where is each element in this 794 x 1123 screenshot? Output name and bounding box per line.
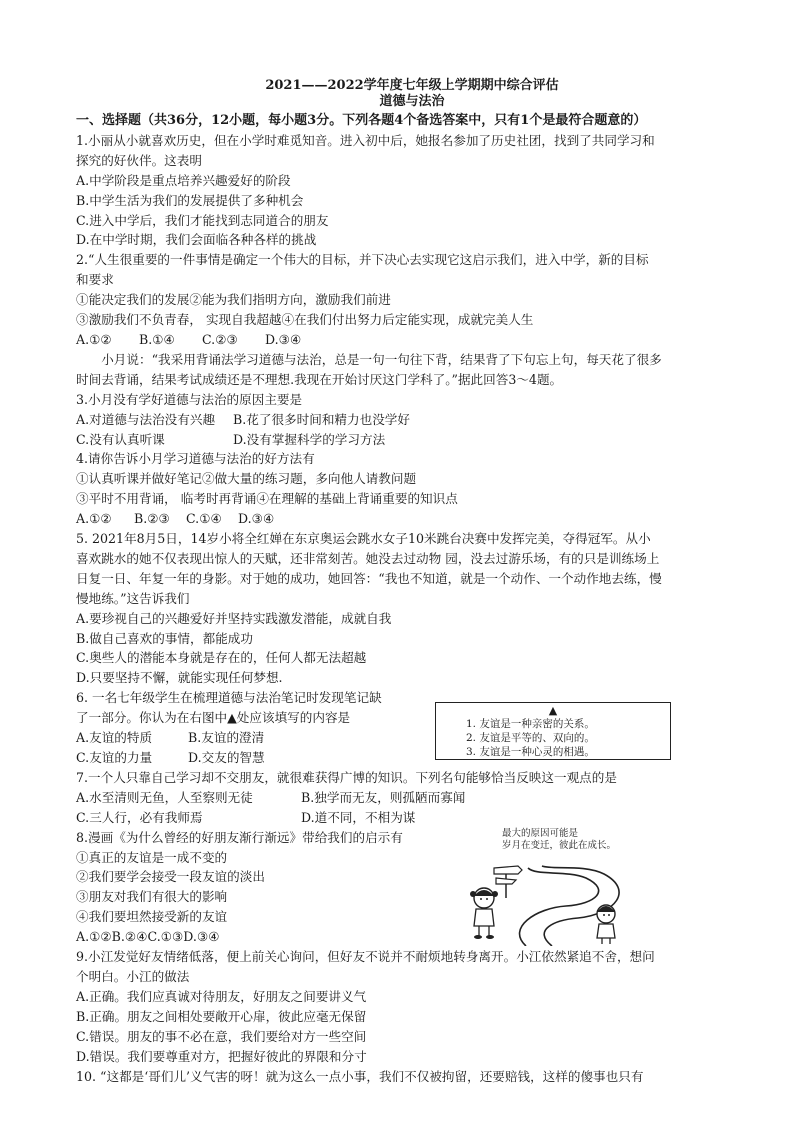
q8-statement-4: ④我们要坦然接受新的友谊 — [76, 909, 228, 925]
question-10 — [76, 1067, 748, 1087]
q1-option-b: B.中学生活为我们的发展提供了多种机会 — [76, 192, 304, 208]
q2-stem-line-2: 和要求 — [76, 272, 114, 288]
section-heading: 一、选择题（共36分，12小题，每小题3分。下列各题4个备选答案中，只有1个是最符合题意的） — [76, 113, 647, 128]
q4-option-b: B.②③ — [134, 511, 170, 527]
girl-left-figure — [470, 888, 498, 939]
q1-option-d: D.在中学时期，我们会面临各种各样的挑战 — [76, 232, 317, 248]
q3-options-ab — [76, 410, 748, 430]
q4-options — [76, 509, 748, 529]
q10-stem-line-1: 10. “这都是‘哥们儿’义气害的呀！就为这么一点小事，我们不仅被拘留，还要赔钱，这样的傻事也只有 — [76, 1068, 644, 1084]
q8-options: A.①②B.②④C.①③D.③④ — [76, 929, 220, 945]
q3-stem: 3.小月没有学好道德与法治的原因主要是 — [76, 391, 303, 407]
q5-stem-line-2: 喜欢跳水的她不仅表现出惊人的天赋，还非常刻苦。她没去过动物 园，没去过游乐场，有的只是训练场上 — [76, 550, 660, 566]
question-2 — [76, 250, 748, 350]
q1-option-c: C.进入中学后，我们才能找到志同道合的朋友 — [76, 212, 329, 228]
q2-stem-line-1: 2.“人生很重要的一件事情是确定一个伟大的目标，并下决心去实现它这启示我们，进入中学，新的目标 — [76, 252, 649, 268]
q8-statement-3: ③朋友对我们有很大的影响 — [76, 889, 228, 905]
q5-stem-line-3: 日复一日、年复一年的身影。对于她的成功，她回答：“我也不知道，就是一个动作、一个动作地去练，慢 — [76, 570, 662, 586]
question-4 — [76, 449, 748, 529]
q9-option-d: D.错误。我们要尊重对方，把握好彼此的界限和分寸 — [76, 1048, 367, 1064]
q4-option-a: A.①② — [76, 511, 112, 527]
material-3-4 — [76, 350, 748, 390]
q4-option-c: C.①④ — [186, 511, 222, 527]
q2-statement-1: ①能决定我们的发展②能为我们指明方向，激励我们前进 — [76, 292, 391, 308]
exam-title: 2021——2022学年度七年级上学期期中综合评估 — [265, 78, 559, 93]
friendship-cartoon — [466, 828, 636, 946]
notes-item-3: 3. 友谊是一种心灵的相遇。 — [466, 746, 595, 759]
cartoon-caption-line-1: 最大的原因可能是 — [502, 827, 579, 839]
q8-statement-1: ①真正的友谊是一成不变的 — [76, 849, 228, 865]
q4-statement-1: ①认真听课并做好笔记②做大量的练习题，多向他人请教问题 — [76, 471, 417, 487]
q3-option-a: A.对道德与法治没有兴趣 — [76, 411, 216, 427]
q9-option-b: B.正确。朋友之间相处要敞开心扉，彼此应毫无保留 — [76, 1008, 367, 1024]
question-3 — [76, 390, 748, 450]
q8-stem: 8.漫画《为什么曾经的好朋友渐行渐远》带给我们的启示有 — [76, 829, 403, 845]
q6-option-d: D.交友的智慧 — [188, 750, 265, 765]
q7-option-a: A.水至清则无鱼，人至察则无徒 — [76, 789, 253, 805]
q2-options — [76, 330, 748, 350]
friendship-notes-box — [435, 702, 671, 760]
q4-statement-2: ③平时不用背诵， 临考时再背诵④在理解的基础上背诵重要的知识点 — [76, 491, 458, 507]
notes-item-2: 2. 友谊是平等的、双向的。 — [466, 732, 595, 745]
q1-option-a: A.中学阶段是重点培养兴趣爱好的阶段 — [76, 172, 291, 188]
q3-option-b: B.花了很多时间和精力也没学好 — [233, 411, 410, 427]
q2-option-d: D.③④ — [265, 331, 302, 347]
question-7 — [76, 768, 748, 828]
notes-item-1: 1. 友谊是一种亲密的关系。 — [466, 718, 595, 731]
q2-option-c: C.②③ — [202, 331, 238, 347]
q7-stem: 7.一个人只靠自己学习却不交朋友，就很难获得广博的知识。下列名句能够恰当反映这一观点的是 — [76, 769, 617, 785]
q4-option-d: D.③④ — [238, 511, 275, 527]
cartoon-caption-line-2: 岁月在变迁，彼此在成长。 — [502, 839, 617, 851]
q2-statement-2: ③激励我们不负青春， 实现自我超越④在我们付出努力后定能实现，成就完美人生 — [76, 312, 534, 328]
q7-option-b: B.独学而无友，则孤陋而寡闻 — [301, 789, 466, 805]
q6-option-a: A.友谊的特质 — [76, 730, 153, 746]
q8-statement-2: ②我们要学会接受一段友谊的淡出 — [76, 869, 265, 885]
q6-option-b: B.友谊的澄清 — [188, 730, 265, 746]
material-line-2: 时间去背诵，结果考试成绩还是不理想.我现在开始讨厌这门学科了。”据此回答3～4题。 — [76, 371, 563, 387]
q4-stem: 4.请你告诉小月学习道德与法治的好方法有 — [76, 451, 315, 467]
q1-stem-line-1: 1.小丽从小就喜欢历史，但在小学时难觅知音。进入初中后，她报名参加了历史社团，找到了共同学习和 — [76, 132, 655, 148]
q6-option-c: C.友谊的力量 — [76, 750, 153, 765]
q9-stem-line-1: 9.小江发觉好友情绪低落，便上前关心询问，但好友不说并不耐烦地转身离开。小江依然紧追不舍，想问 — [76, 949, 655, 965]
q2-option-b: B.①④ — [139, 331, 175, 347]
q5-stem-line-4: 慢地练。”这告诉我们 — [76, 590, 190, 606]
q9-option-a: A.正确。我们应真诚对待朋友，好朋友之间要讲义气 — [76, 988, 367, 1004]
q3-option-d: D.没有掌握科学的学习方法 — [233, 431, 386, 447]
q9-option-c: C.错误。朋友的事不必在意，我们要给对方一些空间 — [76, 1028, 367, 1044]
q7-option-d: D.道不同，不相为谋 — [301, 809, 416, 825]
girl-right-figure — [597, 905, 615, 944]
q2-option-a: A.①② — [76, 331, 112, 347]
q5-option-c: C.奥些人的潜能本身就是存在的，任何人都无法超越 — [76, 650, 367, 666]
q6-stem-line-1: 6. 一名七年级学生在梳理道德与法治笔记时发现笔记缺 — [76, 690, 382, 706]
cartoon-caption — [502, 828, 616, 852]
question-1 — [76, 131, 748, 250]
question-6 — [76, 688, 748, 768]
question-8 — [76, 828, 748, 947]
question-5 — [76, 529, 748, 688]
q9-stem-line-2: 个明白。小江的做法 — [76, 968, 190, 984]
q7-option-c: C.三人行，必有我师焉 — [76, 809, 203, 825]
missing-mark-triangle: ▲ — [548, 704, 558, 718]
q7-options-cd — [76, 808, 748, 828]
q7-options-ab — [76, 788, 748, 808]
q6-stem-line-2: 了一部分。你认为在右图中▲处应该填写的内容是 — [76, 710, 351, 726]
q5-option-b: B.做自己喜欢的事情，都能成功 — [76, 630, 253, 646]
q3-options-cd — [76, 430, 748, 450]
exam-subject: 道德与法治 — [379, 94, 445, 109]
question-9 — [76, 947, 748, 1066]
q3-option-c: C.没有认真听课 — [76, 431, 165, 447]
q5-option-d: D.只要坚持不懈，就能实现任何梦想. — [76, 670, 283, 686]
material-line-1: 小月说：“我采用背诵法学习道德与法治，总是一句一句往下背，结果背了下句忘上句，每天花了很多 — [101, 351, 662, 367]
q5-option-a: A.要珍视自己的兴趣爱好并坚持实践激发潜能，成就自我 — [76, 610, 392, 626]
q1-stem-line-2: 探究的好伙伴。这表明 — [76, 152, 202, 168]
q5-stem-line-1: 5. 2021年8月5日，14岁小将全红婵在东京奥运会跳水女子10米跳台决赛中发挥完美，夺得冠军。从小 — [76, 531, 651, 547]
